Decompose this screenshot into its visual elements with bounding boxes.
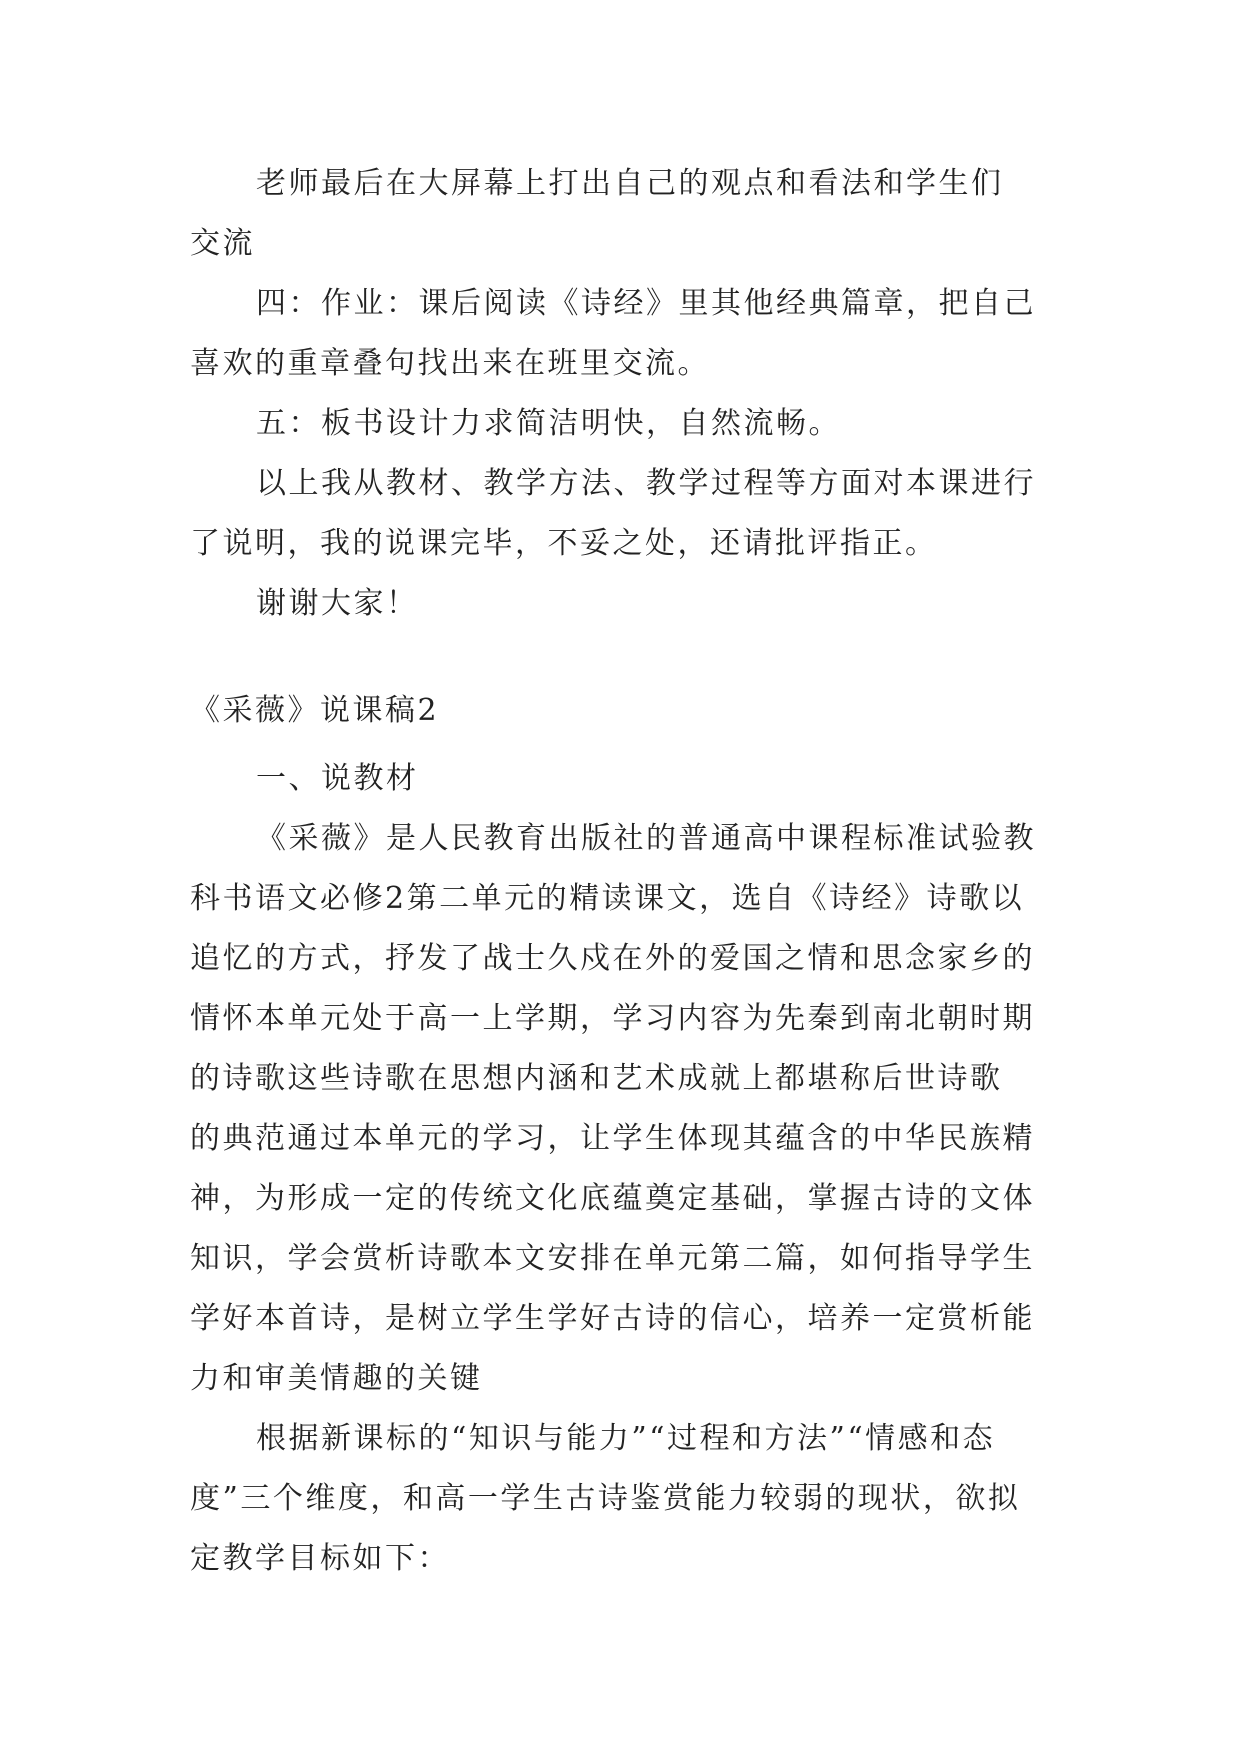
paragraph-line: 交流 (190, 226, 255, 261)
paragraph-line: 了说明，我的说课完毕，不妥之处，还请批评指正。 (190, 526, 938, 561)
paragraph-line: 的典范通过本单元的学习，让学生体现其蕴含的中华民族精 (190, 1121, 1035, 1156)
paragraph-line: 一、说教材 (256, 761, 419, 796)
section-title: 《采薇》说课稿2 (190, 693, 440, 728)
paragraph-line: 的诗歌这些诗歌在思想内涵和艺术成就上都堪称后世诗歌 (190, 1061, 1003, 1096)
paragraph-line: 科书语文必修2第二单元的精读课文，选自《诗经》诗歌以 (190, 881, 1025, 916)
paragraph-line: 喜欢的重章叠句找出来在班里交流。 (190, 346, 710, 381)
paragraph-line: 以上我从教材、教学方法、教学过程等方面对本课进行 (256, 466, 1036, 501)
paragraph-line: 五：板书设计力求简洁明快，自然流畅。 (256, 406, 841, 441)
paragraph-line: 根据新课标的“知识与能力”“过程和方法”“情感和态 (256, 1421, 996, 1456)
paragraph-line: 力和审美情趣的关键 (190, 1361, 483, 1396)
paragraph-line: 知识，学会赏析诗歌本文安排在单元第二篇，如何指导学生 (190, 1241, 1035, 1276)
paragraph-line: 神，为形成一定的传统文化底蕴奠定基础，掌握古诗的文体 (190, 1181, 1035, 1216)
paragraph-line: 四：作业：课后阅读《诗经》里其他经典篇章，把自己 (256, 286, 1036, 321)
paragraph-line: 谢谢大家！ (256, 586, 419, 621)
body-text-part2 (190, 749, 1050, 1589)
paragraph-line: 老师最后在大屏幕上打出自己的观点和看法和学生们 (256, 166, 1004, 201)
paragraph-line: 定教学目标如下： (190, 1541, 450, 1576)
paragraph-line: 《采薇》是人民教育出版社的普通高中课程标准试验教 (256, 821, 1036, 856)
paragraph-line: 情怀本单元处于高一上学期，学习内容为先秦到南北朝时期 (190, 1001, 1035, 1036)
paragraph-line: 追忆的方式，抒发了战士久戍在外的爱国之情和思念家乡的 (190, 941, 1035, 976)
body-text-part1 (190, 154, 1050, 634)
paragraph-line: 度”三个维度，和高一学生古诗鉴赏能力较弱的现状，欲拟 (190, 1481, 1021, 1516)
paragraph-line: 学好本首诗，是树立学生学好古诗的信心，培养一定赏析能 (190, 1301, 1035, 1336)
